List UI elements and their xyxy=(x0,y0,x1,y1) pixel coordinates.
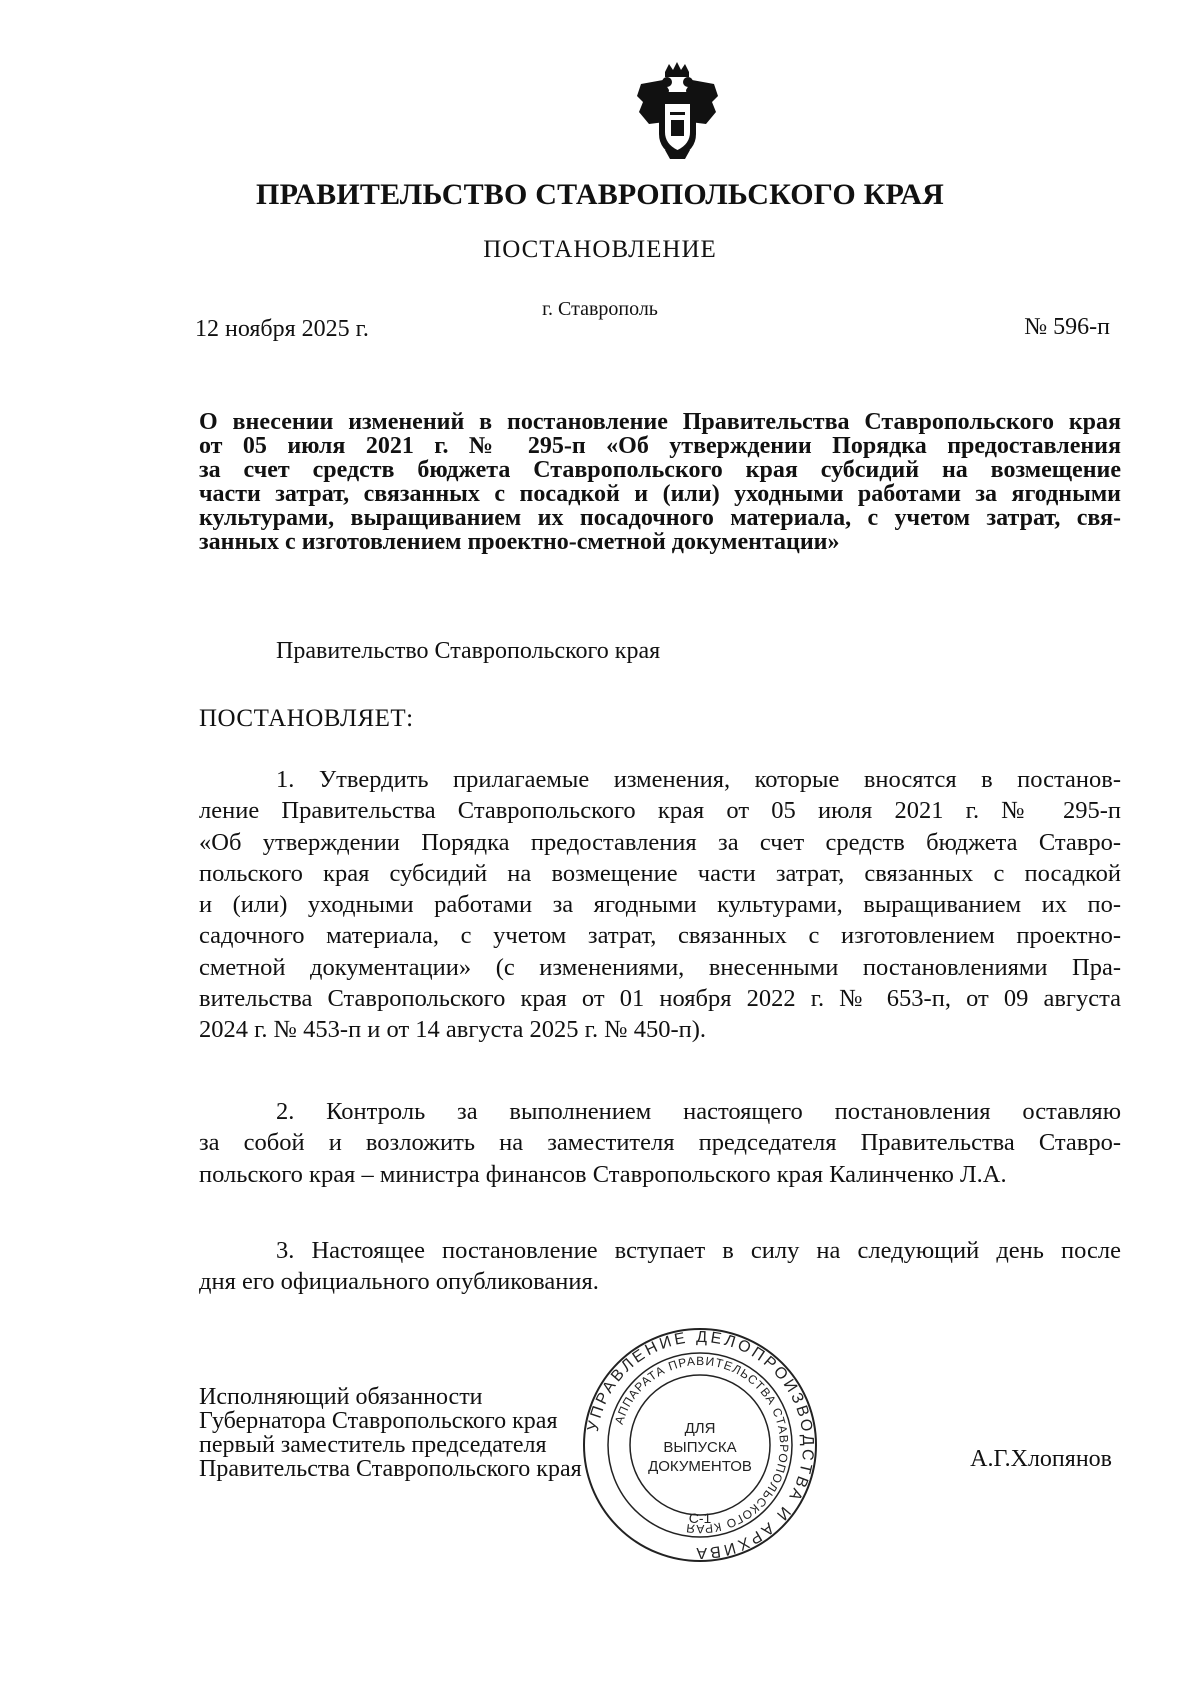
paragraph-line: 2024 г. № 453-п и от 14 августа 2025 г. № 450-п). xyxy=(199,1016,707,1044)
paragraph-line: 2. Контроль за выполнением настоящего постановления оставляю xyxy=(276,1098,1121,1125)
subject-line: части затрат, связанных с посадкой и (или) уходными работами за ягодными xyxy=(199,481,1121,507)
subject-line: от 05 июля 2021 г. № 295-п «Об утверждении Порядка предоставления xyxy=(199,433,1121,459)
paragraph-line: ление Правительства Ставропольского края от 05 июля 2021 г. № 295-п xyxy=(199,797,1121,825)
position-line: Губернатора Ставропольского края xyxy=(199,1408,558,1434)
paragraph-line: сметной документации» (с изменениями, внесенными постановлениями Пра- xyxy=(199,953,1121,981)
subject-line: культурами, выращиванием их посадочного материала, с учетом затрат, свя- xyxy=(199,505,1121,531)
stamp-center-line: ДЛЯ xyxy=(684,1420,716,1437)
document-subject xyxy=(199,410,1121,554)
paragraph-line: за собой и возложить на заместителя председателя Правительства Ставро- xyxy=(199,1129,1121,1157)
official-stamp xyxy=(580,1325,820,1565)
subject-line: О внесении изменений в постановление Правительства Ставропольского края xyxy=(199,409,1121,435)
paragraph-line: вительства Ставропольского края от 01 ноября 2022 г. № 653-п, от 09 августа xyxy=(199,985,1121,1013)
signatory-position xyxy=(199,1385,582,1481)
paragraph-line: польского края – министра финансов Ставропольского края Калинченко Л.А. xyxy=(199,1160,1007,1188)
paragraph-3 xyxy=(199,1235,1121,1298)
subject-line: за счет средств бюджета Ставропольского края субсидий на возмещение xyxy=(199,457,1121,483)
paragraph-1 xyxy=(199,764,1121,1046)
paragraph-line: польского края субсидий на возмещение части затрат, связанных с посадкой xyxy=(199,859,1121,887)
paragraph-2 xyxy=(199,1096,1121,1190)
paragraph-line: «Об утверждении Порядка предоставления за счет средств бюджета Ставро- xyxy=(199,828,1121,856)
stamp-inner-text: АППАРАТА ПРАВИТЕЛЬСТВА СТАВРОПОЛЬСКОГО КРАЯ xyxy=(611,1353,792,1537)
coat-of-arms-icon xyxy=(635,62,720,160)
paragraph-line: 3. Настоящее постановление вступает в силу на следующий день после xyxy=(276,1237,1121,1264)
signer-name: А.Г.Хлопянов xyxy=(970,1446,1112,1472)
stamp-center-line: ДОКУМЕНТОВ xyxy=(648,1458,752,1475)
paragraph-line: 1. Утвердить прилагаемые изменения, которые вносятся в постанов- xyxy=(276,766,1121,793)
paragraph-line: дня его официального опубликования. xyxy=(199,1268,599,1296)
preamble-government: Правительство Ставропольского края xyxy=(276,638,661,664)
paragraph-line: и (или) уходными работами за ягодными культурами, выращиванием их по- xyxy=(199,891,1121,919)
stamp-outer-text: УПРАВЛЕНИЕ ДЕЛОПРОИЗВОДСТВА И АРХИВА xyxy=(584,1328,817,1562)
document-number: № 596-п xyxy=(1024,314,1110,340)
position-line: Правительства Ставропольского края xyxy=(199,1456,582,1482)
position-line: Исполняющий обязанности xyxy=(199,1384,483,1410)
position-line: первый заместитель председателя xyxy=(199,1432,547,1458)
stamp-code: С-1 xyxy=(688,1510,712,1526)
paragraph-line: садочного материала, с учетом затрат, связанных с изготовлением проектно- xyxy=(199,922,1121,950)
document-date: 12 ноября 2025 г. xyxy=(195,316,369,342)
city: г. Ставрополь xyxy=(542,298,658,320)
government-title: ПРАВИТЕЛЬСТВО СТАВРОПОЛЬСКОГО КРАЯ xyxy=(256,178,944,211)
preamble-decrees: ПОСТАНОВЛЯЕТ: xyxy=(199,705,414,732)
document-type: ПОСТАНОВЛЕНИЕ xyxy=(483,236,717,263)
subject-line: занных с изготовлением проектно-сметной документации» xyxy=(199,529,840,555)
stamp-center-line: ВЫПУСКА xyxy=(663,1439,737,1456)
